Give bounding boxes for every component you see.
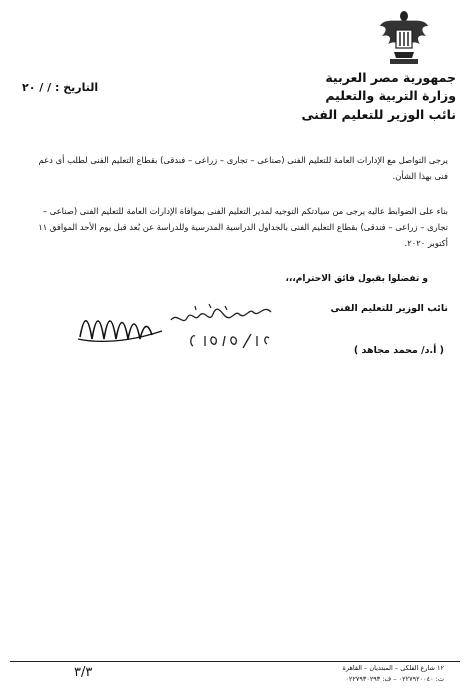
handwritten-note (165, 300, 277, 358)
header-country: جمهورية مصر العربية (325, 70, 456, 85)
header-ministry: وزارة التربية والتعليم (325, 88, 456, 103)
body-paragraph-1: يرجى التواصل مع الإدارات العامة للتعليم الفنى (صناعى – تجارى – زراعى – فندقى) بقطاع التعليم الفنى لطلب أى دعم فنى بهذا الشأن. (38, 155, 448, 181)
header-office: نائب الوزير للتعليم الفنى (301, 107, 456, 122)
footer-divider (10, 661, 460, 662)
signature-scribble (76, 309, 166, 345)
footer-phones: ت: ٠٢٢٧٩٢٠٠٤٠ – ف: ٠٢٢٧٩٣٠٢٩٣ (345, 675, 444, 683)
footer-address: ١٢ شارع الفلكى – المبتديان – القاهرة (342, 664, 444, 672)
date-line: التاريخ : / / ٢٠ (22, 81, 99, 94)
signatory-name: ( أ.د/ محمد مجاهد ) (353, 345, 444, 356)
closing-line: و تفضلوا بقبول فائق الاحترام،،، (285, 274, 428, 284)
body-paragraph-2: بناء على الضوابط عاليه يرجى من سيادتكم التوجيه لمدير التعليم الفنى بموافاة الإدارات العامة للتعليم الفنى (صناعى – تجارى – زراعى – فندقى) بقطاع التعليم الفنى بالجداول الدراسية المدرسية وللدراسة عن بُعد قبل يوم الأحد الموافق ١١ أكتوبر ٢٠٢٠. (38, 206, 448, 248)
page-number: ٣/٣ (74, 665, 93, 680)
eagle-emblem-icon (378, 8, 430, 66)
signatory-title: نائب الوزير للتعليم الفنى (330, 303, 448, 314)
